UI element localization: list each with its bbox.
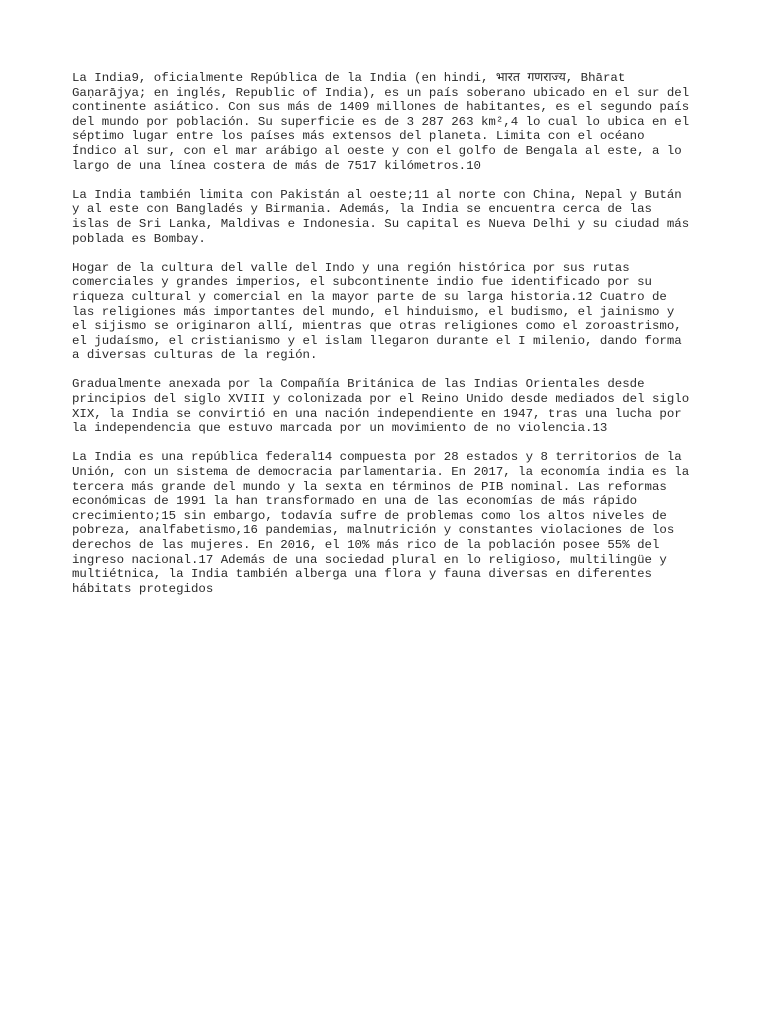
- paragraph-introduction: La India9, oficialmente República de la India (en hindi, भारत गणराज्य, Bhārat Gaṇarājya; en inglés, Republic of India), es un país soberano ubicado en el sur del continente asiático. Con sus más de 1409 millones de habitantes, es el segundo país del mundo por población. Su superficie es de 3 287 263 km²,4 lo cual lo ubica en el séptimo lugar entre los países más extensos del planeta. Limita con el océano Índico al sur, con el mar arábigo al oeste y con el golfo de Bengala al este, a lo largo de una línea costera de más de 7517 kilómetros.10: [72, 71, 690, 173]
- paragraph-history: Hogar de la cultura del valle del Indo y una región histórica por sus rutas comerciales y grandes imperios, el subcontinente indio fue identificado por su riqueza cultural y comercial en la mayor parte de su larga historia.12 Cuatro de las religiones más importantes del mundo, el hinduismo, el budismo, el jainismo y el sijismo se originaron allí, mientras que otras religiones como el zoroastrismo, el judaísmo, el cristianismo y el islam llegaron durante el I milenio, dando forma a diversas culturas de la región.: [72, 260, 682, 363]
- paragraph-borders: La India también limita con Pakistán al oeste;11 al norte con China, Nepal y Bután y al este con Bangladés y Birmania. Además, la India se encuentra cerca de las islas de Sri Lanka, Maldivas e Indonesia. Su capital es Nueva Delhi y su ciudad más poblada es Bombay.: [72, 187, 690, 246]
- paragraph-colonial: Gradualmente anexada por la Compañía Británica de las Indias Orientales desde principios del siglo XVIII y colonizada por el Reino Unido desde mediados del siglo XIX, la India se convirtió en una nación independiente en 1947, tras una lucha por la independencia que estuvo marcada por un movimiento de no violencia.13: [72, 377, 690, 436]
- document-page: [72, 71, 702, 611]
- paragraph-economy: La India es una república federal14 compuesta por 28 estados y 8 territorios de la Unión, con un sistema de democracia parlamentaria. En 2017, la economía india es la tercera más grande del mundo y la sexta en términos de PIB nominal. Las reformas económicas de 1991 la han transformado en una de las economías de más rápido crecimiento;15 sin embargo, todavía sufre de problemas como los altos niveles de pobreza, analfabetismo,16 pandemias, malnutrición y constantes violaciones de los derechos de las mujeres. En 2016, el 10% más rico de la población posee 55% del ingreso nacional.17 Además de una sociedad plural en lo religioso, multilingüe y multiétnica, la India también alberga una flora y fauna diversas en diferentes hábitats protegidos: [72, 450, 690, 596]
